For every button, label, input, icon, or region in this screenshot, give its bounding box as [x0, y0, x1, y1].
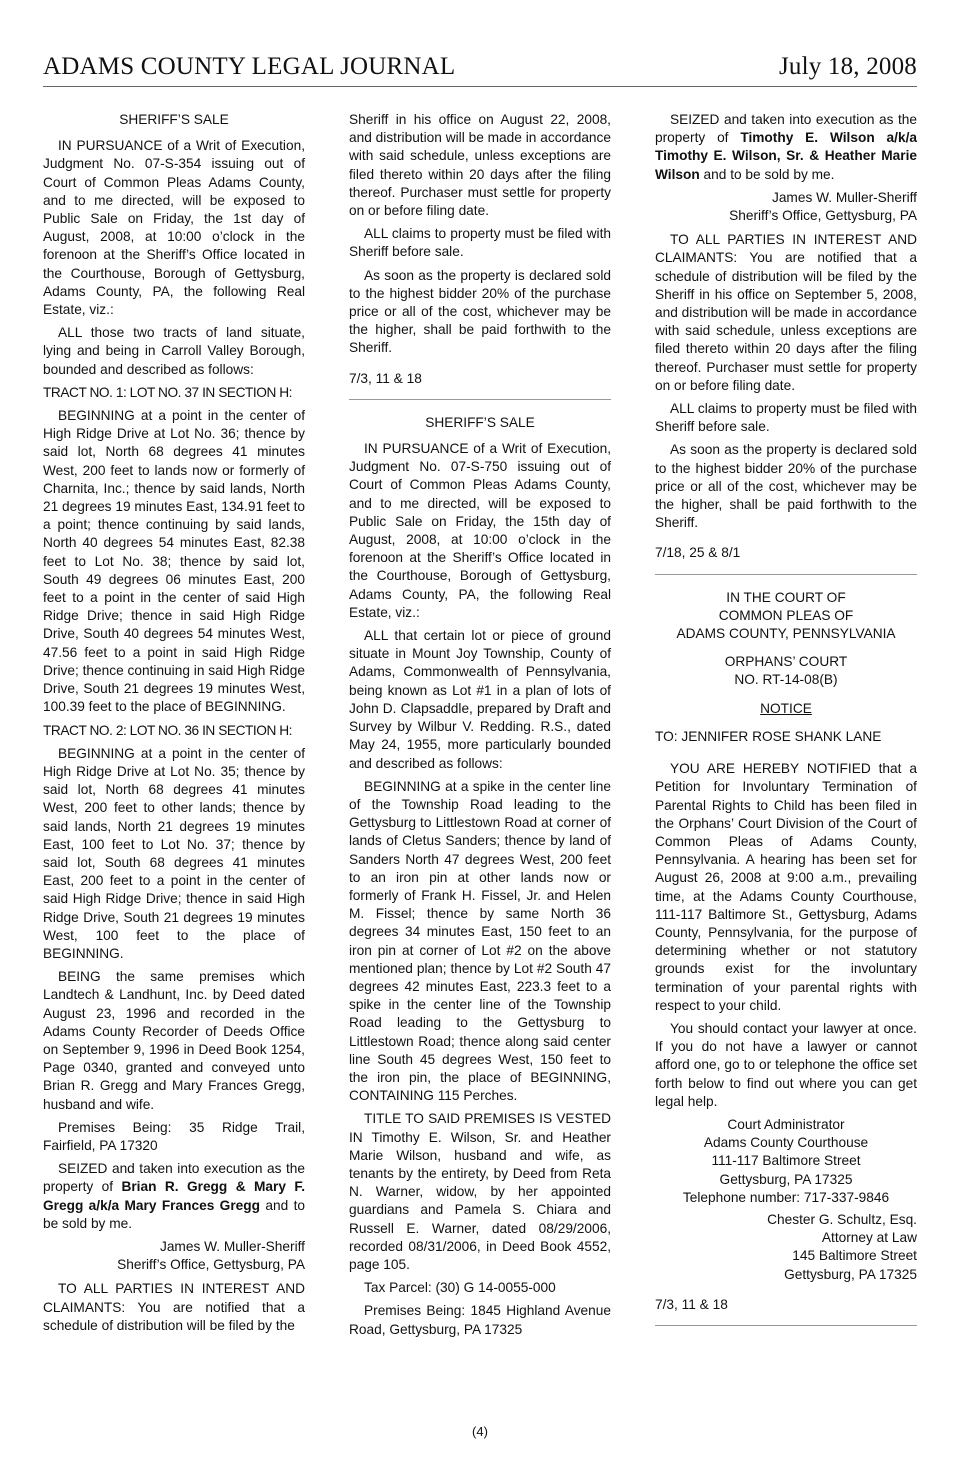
case-number: NO. RT-14-08(B) — [734, 672, 838, 688]
text: SEIZED and taken into execution as the property of — [43, 1161, 305, 1195]
paragraph: ALL claims to property must be filed with Sheriff before sale. — [655, 401, 917, 435]
paragraph: Sheriff in his office on August 22, 2008, and distribution will be made in accordance with said schedule, unless exceptions are filed thereto within 20 days after the filing thereof. Purchaser must settle for property on or before filing date. — [349, 112, 611, 219]
court-heading: COMMON PLEAS OF — [718, 607, 854, 623]
admin-line: 111-117 Baltimore Street — [711, 1153, 861, 1169]
paragraph: ALL claims to property must be filed with Sheriff before sale. — [349, 226, 611, 260]
tract-heading: TRACT NO. 2: LOT NO. 36 IN SECTION H: — [43, 722, 293, 738]
paragraph: BEGINNING at a spike in the center line of the Township Road leading to the Gettysburg to Littlestown Road at corner of lands of Cletus Sanders; thence by land of Sanders North 47 degrees West, 200 feet to an iron pin at other lands now or formerly of Frank H. Fissel, Jr. and Helen M. Fissel; thence by same North 36 degrees 34 minutes East, 150 feet to an iron pin at corner of Lot #2 on the above mentioned plan; thence by Lot #2 South 47 degrees 42 minutes East, 223.3 feet to a spike in the center line of the Township Road leading to the Gettysburg to Littlestown Road; thence along said center line South 45 degrees West, 150 feet to the iron pin, the place of BEGINNING, CONTAINING 115 Perches. — [349, 778, 611, 1104]
paragraph: ALL those two tracts of land situate, lying and being in Carroll Valley Borough, bounded and described as follows: — [43, 325, 305, 377]
paragraph: You should contact your lawyer at once. If you do not have a lawyer or cannot afford one, go to or telephone the office set forth below to find out where you can get legal help. — [655, 1020, 917, 1109]
paragraph: YOU ARE HEREBY NOTIFIED that a Petition for Involuntary Termination of Parental Rights to Child has been filed in the Orphans’ Court Division of the Court of Common Pleas of Adams County, Pennsylvania. A hearing has been set for August 26, 2008 at 9:00 a.m., prevailing time, at the Adams County Courthouse, 111-117 Baltimore St., Gettysburg, Adams County, Pennsylvania, for the purpose of determining whether or not statutory grounds exist for the involuntary termination of your parental rights with respect to your child. — [655, 761, 917, 1013]
attorney-line: 145 Baltimore Street — [792, 1248, 917, 1264]
paragraph: Premises Being: 35 Ridge Trail, Fairfield, PA 17320 — [43, 1119, 305, 1153]
attorney-line: Gettysburg, PA 17325 — [784, 1266, 917, 1282]
court-division: ORPHANS’ COURT — [724, 654, 848, 670]
journal-title: ADAMS COUNTY LEGAL JOURNAL — [43, 53, 456, 80]
court-heading: IN THE COURT OF — [726, 589, 846, 605]
page-header — [43, 52, 917, 87]
tract-heading: TRACT NO. 1: LOT NO. 37 IN SECTION H: — [43, 384, 293, 400]
issue-date: July 18, 2008 — [778, 53, 917, 80]
divider — [655, 574, 917, 575]
paragraph: As soon as the property is declared sold to the highest bidder 20% of the purchase price or all of the cost, whichever may be the higher, shall be paid forthwith to the Sheriff. — [655, 442, 917, 531]
sale-heading: SHERIFF’S SALE — [119, 112, 229, 127]
paragraph: Premises Being: 1845 Highland Avenue Road, Gettysburg, PA 17325 — [349, 1303, 611, 1337]
column-1 — [43, 111, 305, 1340]
column-2 — [349, 111, 611, 1344]
admin-line: Telephone number: 717-337-9846 — [682, 1189, 890, 1205]
publication-dates: 7/3, 11 & 18 — [349, 370, 422, 386]
admin-line: Court Administrator — [727, 1116, 845, 1132]
paragraph: TITLE TO SAID PREMISES IS VESTED IN Timothy E. Wilson, Sr. and Heather Marie Wilson, husband and wife, as tenants by the entirety, by Deed from Reta N. Warner, widow, by her appointed guardians and Pamela S. Chiara and Russell E. Warner, dated 08/29/2006, recorded 08/31/2006, in Deed Book 4552, page 105. — [349, 1111, 611, 1272]
publication-dates: 7/18, 25 & 8/1 — [655, 545, 741, 561]
admin-line: Adams County Courthouse — [703, 1135, 869, 1151]
attorney-line: Attorney at Law — [821, 1230, 917, 1246]
paragraph: BEING the same premises which Landtech & Landhunt, Inc. by Deed dated August 23, 1996 and recorded in the Adams County Recorder of Deeds Office on September 9, 1996 in Deed Book 1254, Page 0340, granted and conveyed unto Brian R. Gregg and Mary Frances Gregg, husband and wife. — [43, 969, 305, 1112]
court-heading: ADAMS COUNTY, PENNSYLVANIA — [676, 626, 896, 642]
signature-line: James W. Muller-Sheriff — [159, 1238, 305, 1254]
divider — [349, 399, 611, 400]
defendant-names: Timothy E. Wilson a/k/a Timothy E. Wilson, Sr. & Heather Marie Wilson — [655, 130, 917, 182]
paragraph: IN PURSUANCE of a Writ of Execution, Judgment No. 07-S-750 issuing out of Court of Common Pleas Adams County, and to me directed, will be exposed to Public Sale on Friday, the 15th day of August, 2008, at 10:00 o’clock in the forenoon at the Sheriff’s Office located in the Courthouse, Borough of Gettysburg, Adams County, PA, the following Real Estate, viz.: — [349, 441, 611, 620]
seizure-paragraph — [43, 1160, 305, 1233]
paragraph: BEGINNING at a point in the center of High Ridge Drive at Lot No. 35; thence by said lot, North 68 degrees 41 minutes West, 200 feet to other lands; thence by said lands, North 21 degrees 19 minutes East, 100 feet to Lot No. 37; thence by said lot, South 68 degrees 41 minutes East, 200 feet to a point in the center of said High Ridge Drive; thence in said High Ridge Drive, South 21 degrees 19 minutes West, 100 feet to the place of BEGINNING. — [43, 745, 305, 961]
signature-line: Sheriff’s Office, Gettysburg, PA — [729, 208, 917, 224]
signature-line: James W. Muller-Sheriff — [771, 189, 917, 205]
notice-recipient: TO: JENNIFER ROSE SHANK LANE — [655, 728, 882, 744]
paragraph: TO ALL PARTIES IN INTEREST AND CLAIMANTS: You are notified that a schedule of distribution will be filed by the Sheriff in his office on September 5, 2008, and distribution will be made in accordance with said schedule, unless exceptions are filed thereto within 20 days after the filing thereof. Purchaser must settle for property on or before filing date. — [655, 232, 917, 393]
text: and to be sold by me. — [43, 1197, 305, 1231]
page-number: (4) — [472, 1424, 488, 1439]
seizure-paragraph — [655, 111, 917, 184]
notice-title: NOTICE — [760, 700, 812, 716]
paragraph: Tax Parcel: (30) G 14-0055-000 — [364, 1280, 556, 1296]
text: SEIZED and taken into execution as the property of — [655, 112, 917, 146]
column-3 — [655, 111, 917, 1340]
admin-line: Gettysburg, PA 17325 — [719, 1171, 853, 1187]
signature-line: Sheriff’s Office, Gettysburg, PA — [117, 1257, 305, 1273]
paragraph: BEGINNING at a point in the center of High Ridge Drive at Lot No. 36; thence by said lot, North 68 degrees 41 minutes West, 200 feet to lands now or formerly of Charnita, Inc.; thence by said lands, North 21 degrees 19 minutes East, 134.91 feet to a point; thence continuing by said lands, North 40 degrees 54 minutes East, 82.38 feet to Lot No. 38; thence by said lot, South 49 degrees 06 minutes East, 200 feet to a point in the center of said High Ridge Drive; thence in said High Ridge Drive, South 40 degrees 54 minutes West, 47.56 feet to a point in said High Ridge Drive; thence continuing in said High Ridge Drive, South 21 degrees 19 minutes West, 100.39 feet to the place of BEGINNING. — [43, 408, 305, 715]
publication-dates: 7/3, 11 & 18 — [655, 1296, 728, 1312]
divider — [655, 1325, 917, 1326]
sale-heading: SHERIFF’S SALE — [425, 414, 535, 430]
notice-heading — [655, 700, 917, 718]
defendant-names: Brian R. Gregg & Mary F. Gregg a/k/a Mary Frances Gregg — [43, 1179, 306, 1213]
text: and to be sold by me. — [699, 166, 835, 182]
paragraph: ALL that certain lot or piece of ground situate in Mount Joy Township, County of Adams, Commonwealth of Pennsylvania, being known as Lot #1 in a plan of lots of John D. Clapsaddle, prepared by Draft and Survey by Wilbur V. Redding. R.S., dated May 24, 1955, more particularly bounded and described as follows: — [349, 628, 611, 771]
paragraph: TO ALL PARTIES IN INTEREST AND CLAIMANTS: You are notified that a schedule of distribution will be filed by the — [43, 1281, 305, 1333]
paragraph: As soon as the property is declared sold to the highest bidder 20% of the purchase price or all of the cost, whichever may be the higher, shall be paid forthwith to the Sheriff. — [349, 267, 611, 356]
paragraph: IN PURSUANCE of a Writ of Execution, Judgment No. 07-S-354 issuing out of Court of Common Pleas Adams County, and to me directed, will be exposed to Public Sale on Friday, the 1st day of August, 2008, at 10:00 o’clock in the forenoon at the Sheriff’s Office located in the Courthouse, Borough of Gettysburg, Adams County, PA, the following Real Estate, viz.: — [43, 138, 305, 318]
attorney-line: Chester G. Schultz, Esq. — [767, 1211, 917, 1227]
